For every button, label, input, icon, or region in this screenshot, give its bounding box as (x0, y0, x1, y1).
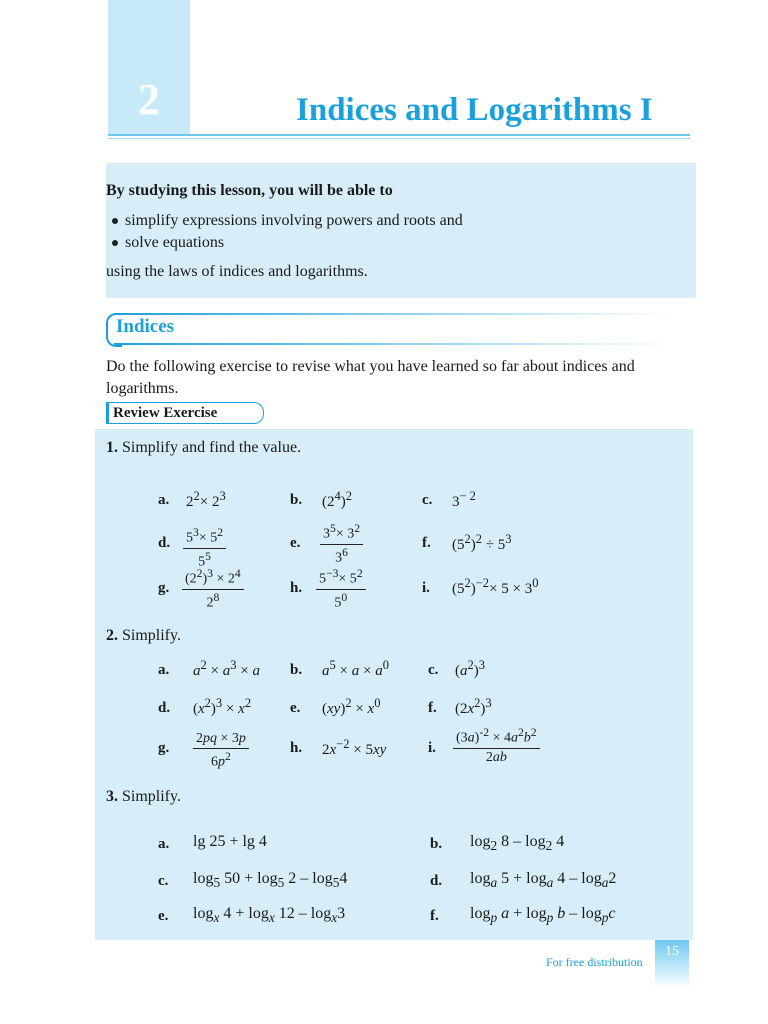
expression: $(2x^2)^3$ (455, 696, 492, 717)
review-exercise-label: Review Exercise (106, 402, 264, 424)
section-heading (106, 313, 696, 345)
question-1: 1. Simplify and find the value. (106, 439, 302, 456)
expression: $(5^2)^{-2}\times 5 \times 3^0$ (452, 576, 539, 597)
objective-item: solve equations (112, 234, 224, 252)
item-letter: e. (290, 535, 301, 551)
expression: $2x^{-2} \times 5xy$ (322, 737, 387, 758)
expression: $\log_2 8 - \log_2 4$ (470, 833, 565, 854)
footer-text: For free distribution (546, 955, 643, 969)
item-letter: f. (428, 700, 437, 716)
item-letter: a. (158, 492, 170, 508)
expression: $(5^2)^2 \div 5^3$ (452, 532, 512, 553)
item-letter: b. (430, 836, 443, 852)
expression: $\log_a 5 + \log_a 4 - \log_a2$ (470, 870, 617, 891)
expression: $2^2\times 2^3$ (186, 489, 226, 510)
question-3: 3. Simplify. (106, 788, 181, 805)
fraction: $\frac{(3a)^{-2} \times 4a^2b^2}{2ab}$ (453, 726, 540, 766)
item-letter: c. (422, 492, 433, 508)
expression: lg 25 + lg 4 (193, 833, 267, 850)
page-number: 15 (665, 944, 679, 959)
objectives-heading: By studying this lesson, you will be able to (106, 182, 393, 199)
item-letter: d. (158, 700, 171, 716)
item-letter: a. (158, 836, 170, 852)
title-rule-thin (108, 138, 690, 139)
item-letter: c. (158, 873, 169, 889)
title-rule (108, 134, 690, 136)
objectives-tail: using the laws of indices and logarithms. (106, 263, 368, 280)
fraction: $\frac{3^5\times 3^2}{3^6}$ (320, 522, 363, 566)
item-letter: h. (290, 580, 303, 596)
expression: $\log_5 50 + \log_5 2 - \log_54$ (193, 870, 348, 891)
section-rule-top (114, 313, 674, 315)
item-letter: f. (430, 908, 439, 924)
item-letter: h. (290, 740, 303, 756)
item-letter: g. (158, 740, 170, 756)
chapter-title: Indices and Logarithms I (296, 92, 653, 128)
objective-item: simplify expressions involving powers and roots and (112, 212, 463, 230)
expression: $a^5 \times a \times a^0$ (322, 658, 389, 679)
item-letter: d. (430, 873, 443, 889)
expression: $(a^2)^3$ (455, 658, 485, 679)
item-letter: c. (428, 662, 439, 678)
item-letter: i. (422, 580, 430, 596)
expression: $(2^4)^2$ (322, 489, 352, 510)
question-2: 2. Simplify. (106, 627, 181, 644)
fraction: $\frac{5^{-3}\times 5^2}{5^0}$ (316, 567, 366, 611)
item-letter: e. (290, 700, 301, 716)
expression: $\log_p a + \log_p b - \log_pc$ (470, 905, 616, 926)
item-letter: d. (158, 535, 171, 551)
page-number-tab (655, 940, 689, 988)
item-letter: a. (158, 662, 170, 678)
item-letter: f. (422, 535, 431, 551)
exercise-box (95, 429, 693, 940)
item-letter: e. (158, 908, 169, 924)
expression: $(x^2)^3 \times x^2$ (193, 696, 252, 717)
expression: $(xy)^2 \times x^0$ (322, 696, 381, 717)
bullet-icon (112, 240, 118, 246)
expression: $\log_x 4 + \log_x 12 - \log_x3$ (193, 905, 346, 926)
intro-text: Do the following exercise to revise what you have learned so far about indices and logarithms. (106, 358, 635, 397)
item-letter: b. (290, 492, 303, 508)
section-rule-bottom (114, 343, 674, 345)
item-letter: g. (158, 580, 170, 596)
item-letter: i. (428, 740, 436, 756)
fraction: $\frac{(2^2)^3 \times 2^4}{2^8}$ (182, 567, 244, 611)
expression: $3^{- 2}$ (452, 489, 476, 510)
bullet-icon (112, 218, 118, 224)
expression: $a^2 \times a^3 \times a$ (193, 658, 260, 679)
item-letter: b. (290, 662, 303, 678)
chapter-number: 2 (138, 75, 160, 124)
section-title: Indices (116, 316, 175, 337)
fraction: $\frac{5^3\times 5^2}{5^5}$ (183, 526, 226, 570)
fraction: $\frac{2pq \times 3p}{6p^2}$ (193, 731, 249, 771)
